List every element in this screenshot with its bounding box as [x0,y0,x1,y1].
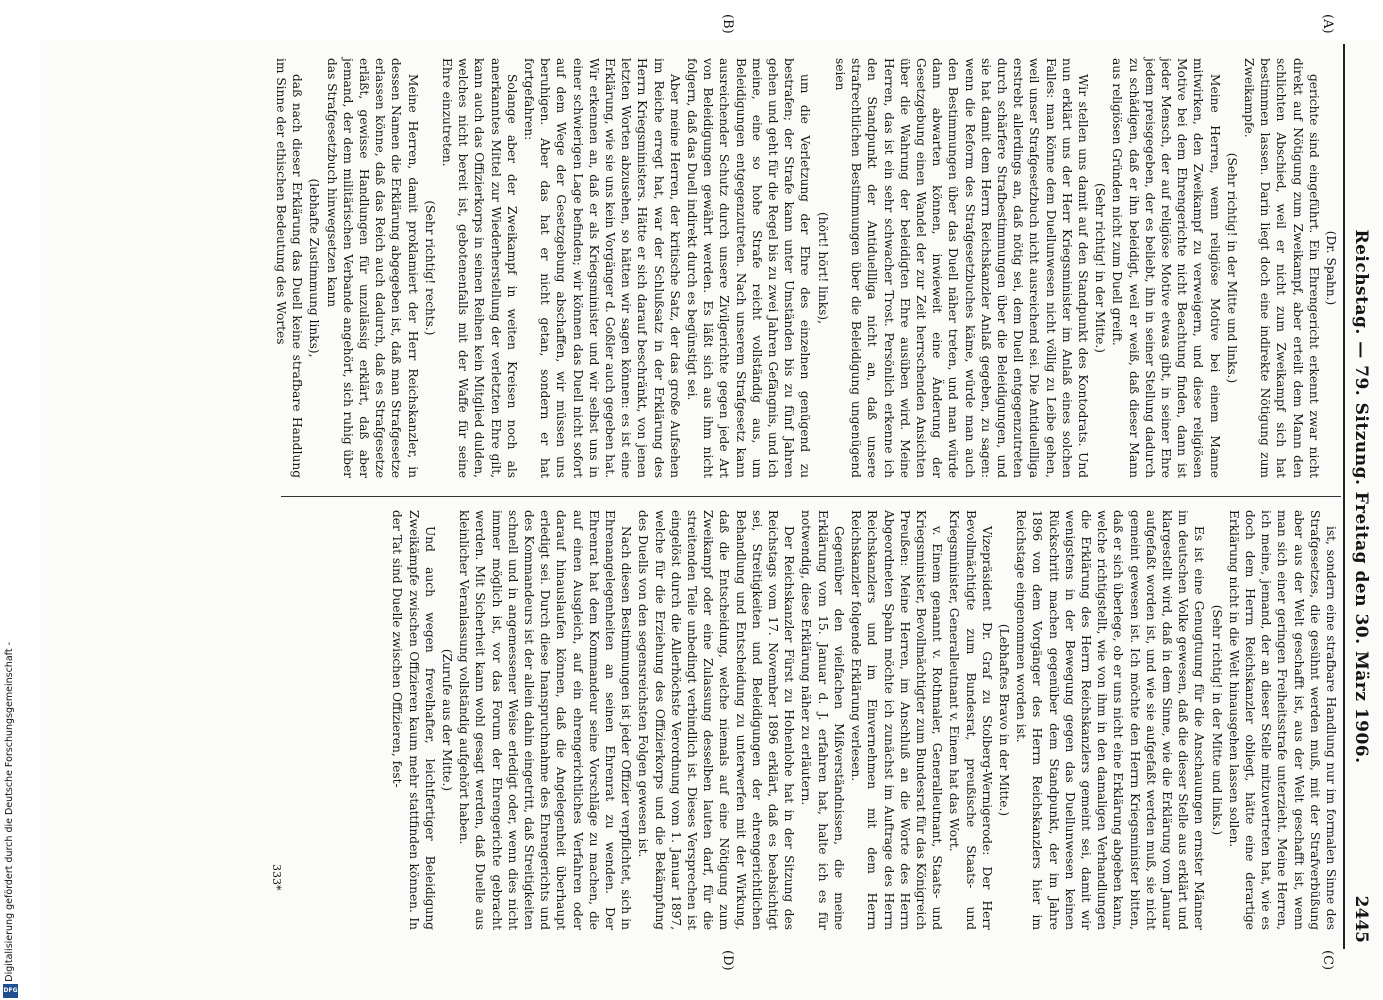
speaker-paragraph: v. Einem genannt v. Rothmaler, Generalleutnant, Staats- und Kriegsminister, Bevollmächtigter zum Bundesrat für das Königreich Preußen: Meine Herren, im Anschluß an die Worte des Herrn Abgeordneten Spahn möchte ich zunächst im Auftrage des Herrn Reichskanzlers und im Einvernehmen mit dem Herrn Reichskanzler folgende Erklärung verlesen. [849,510,945,931]
document-page [75,14,1375,971]
paragraph: Aber meine Herren, der kritische Satz, der das große Aufsehen im Reiche erregt hat, war der Schlußsatz in der Erklärung des Herrn Kriegsministers. Hätte er sich darauf beschränkt, von jenen letzten Worten abzusehen, so hätten wir sagen können: es ist eine Erklärung, wie sie uns kein Vorgänger d. Goßler auch gegeben hat. Wir erkennen an, daß er als Kriegsminister und wir selbst uns in einer schwierigen Lage befinden; wir können das Duell nicht sofort auf dem Wege der Gesetzgebung abschaffen, wir müssen uns beruhigen. Aber das hat er nicht getan, sondern er hat fortgefahren: [522,58,682,478]
interjection: (Sehr richtig! rechts.) [422,200,437,336]
interjection: (Lebhaftes Bravo in der Mitte.) [996,623,1011,817]
interjection: (Sehr richtig! in der Mitte.) [1093,183,1108,353]
paragraph: Meine Herren, damit proklamiert der Herr Reichskanzler, in dessen Namen die Erklärung abgegeben ist, daß man Strafgesetze erlassen könne, daß das Reich auch dadurch, daß es Strafgesetze erläßt, gewisse Handlungen für unzulässig erklärt, daß aber jemand, der dem militärischen Verbande angehört, sich ruhig über das Strafgesetzbuch hinwegsetzen kann [324,58,420,478]
interjection: (Zurufe aus der Mitte.) [440,648,455,792]
dfg-logo-icon: DFG [3,984,18,998]
paragraph: Und auch wegen frevelhafter, leichtfertiger Beleidigung Zweikämpfe zwischen Offizieren kaum mehr stattfinden können. In der Tat sind Duelle zwischen Offizieren, fest- [390,510,437,930]
interjection: (Sehr richtig! in der Mitte und links.) [1209,604,1224,836]
margin-marker-c: (C) [1320,950,1335,971]
left-text-column [272,58,1339,478]
margin-marker-d: (D) [720,950,735,971]
paragraph: Der Reichskanzler Fürst zu Hohenlohe hat in der Sitzung des Reichstags vom 17. November 1896 erklärt, daß es beabsichtigt sei, Streitigkeiten und Beleidigungen der ehrengerichtlichen Behandlung und Entscheidung zu unterwerfen mit der Wirkung, daß die Entscheidung, welche niemals auf eine Nötigung zum Zweikampf oder eine Zulassung desselben lauten darf, für die streitenden Teile unbedingt verbindlich ist. Dieses Versprechen ist eingelöst durch die Allerhöchste Verordnung vom 1. Januar 1897, welche für die Erziehung des Offizierkorps und die Bekämpfung des Duells von den segensreichsten Folgen gewesen ist. [636,510,797,930]
interjection: (hört! hört! links), [815,211,830,325]
paragraph: daß nach dieser Erklärung das Duell keine strafbare Handlung im Sinne der ethischen Bedeutung des Wortes [274,58,305,478]
paragraph: gerichte sind eingeführt. Ein Ehrengericht erkennt zwar nicht direkt auf Nötigung zum Zweikampf, aber erteilt dem Mann den schlichten Abschied, weil er nicht zum Zweikampf sich hat bestimmen lassen. Darin liegt doch eine indirekte Nötigung zum Zweikampfe. [1241,58,1321,478]
paragraph: ist, sondern eine strafbare Handlung nur im formalen Sinne des Strafgesetzes, die gesühnt werden muß, mit der Strafverbüßung aber aus der Welt geschafft ist, aus der Welt geschafft ist, wenn man sich einer geringen Freiheitsstrafe unterzieht. Meine Herren, ich meine, jemand, der an dieser Stelle mitzuvertreten hat, wie es doch dem Herrn Reichskanzler obliegt, hätte eine derartige Erklärung nicht in die Welt hinausgehen lassen sollen. [1226,510,1338,930]
paragraph: Meine Herren, wenn religiöse Motive bei einem Manne mitwirken, den Zweikampf zu verweigern, und diese religiösen Motive bei dem Ehrengerichte nicht Beachtung finden, dann ist jeder Mensch, der auf religiöse Motive etwas gibt, in seiner Ehre jedem preisgegeben, der es beliebt, ihn in seiner Stellung dadurch zu schädigen, daß er ihn beleidigt, weil er weiß, daß dieser Mann aus religiösen Gründen nicht zum Duell greift. [1110,58,1222,478]
right-text-column [388,510,1339,930]
speaker-label: (Dr. Spahn.) [1324,230,1338,306]
header-rule [1343,44,1345,949]
paragraph: Wir stellen uns damit auf den Standpunkt des Kontodrats. Und nun erklärt uns der Herr Kriegsminister im Anlaß eines solchen Falles: man könne dem Duellunwesen nicht völlig zu Leibe gehen, weil unser Strafgesetzbuch nicht ausreichend sei. Die Antiduellliga erstrebt allerdings an, daß nötig sei, dem Duell entgegenzutreten durch schärfere Strafbestimmungen über die Beleidigungen, und sie hat damit dem Herrn Reichskanzler Anlaß gegeben, zu sagen: wenn die Reform des Strafgesetzbuches käme, würde man auch den Bestimmungen über das Duell näher treten, und man würde dann abwarten können, inwieweit eine Änderung der Gesetzgebung einen Wandel der zur Zeit herrschenden Ansichten über die Wahrung der beleidigten Ehre ausüben wird. Meine Herren, das ist ein sehr schwacher Trost. Persönlich erkenne ich den Standpunkt der Antiduellliga nicht an, daß unsere strafrechtlichen Bestimmungen über die Beleidigung ungenügend seien [832,58,1090,478]
digitization-sidebar [0,0,22,1000]
page-footer-signature: 333* [270,864,283,891]
paragraph: Nach diesen Bestimmungen ist jeder Offizier verpflichtet, sich in Ehrenangelegenheiten an seinen Ehrenrat zu wenden. Der Ehrenrat hat dem Kommandeur seine Vorschläge zu machen, die auf einen Ausgleich, auf ein ehrengerichtliches Verfahren oder darauf hinauslaufen können, daß die Angelegenheit überhaupt erledigt sei. Durch diese Inanspruchnahme des Ehrengerichts und des Kommandeurs ist der allein dahin eingetritt, daß Streitigkeiten schnell und in angemessener Weise erledigt oder, wenn dies nicht immer möglich ist, vor das Forum der Ehrengerichte gebracht werden. Mit Sicherheit kann wohl gesagt werden, daß Duelle aus kleinlicher Veranlassung vollständig aufgehört haben. [457,510,634,930]
funding-credit: Digitalisierung gefördert durch die Deutsche Forschungsgemeinschaft - [4,642,15,982]
page-number: 2445 [1351,895,1371,943]
interjection: (lebhafte Zustimmung links), [307,178,322,358]
speaker-paragraph: Vizepräsident Dr. Graf zu Stolberg-Wernigerode: Der Herr Bevollmächtigte zum Bundesrat, preußische Staats- und Kriegsminister, Generalleutnant v. Einem hat das Wort. [947,510,994,930]
paragraph: Gegenüber den vielfachen Mißverständnissen, die meine Erklärung vom 15. Januar d. J. erfahren hat, halte ich es für notwendig, diese Erklärung näher zu erläutern. [799,510,846,930]
margin-marker-b: (B) [720,14,735,34]
running-title: Reichstag. — 79. Sitzung. Freitag den 30. März 1906. [1351,229,1371,764]
paragraph: Es ist eine Genugtuung für die Anschauungen ernster Männer im deutschen Volke gewesen, daß die dieser Stelle aus erklärt und klargestellt wird, daß in dem Sinne, wie die Erklärung vom Januar aufgefaßt worden ist, und wie sie aufgefaßt werden muß, sie nicht gemeint gewesen ist. Ich möchte den Herrn Kriegsminister bitten, daß er sich überlege, ob er uns nicht eine Erklärung abgeben kann, welche richtigstellt, wie von ihm in den damaligen Verhandlungen die Erklärung des Herrn Reichskanzlers gemeint sei, damit wir wenigstens in der Bewegung gegen das Duellunwesen keinen Rückschritt machen gegenüber dem Standpunkt, der im Jahre 1896 von dem Vorgänger des Herrn Reichskanzlers hier im Reichstage eingenommen worden ist. [1014,510,1207,930]
margin-marker-a: (A) [1320,14,1335,34]
column-divider [281,496,1341,497]
page-header [1345,44,1375,949]
interjection: (Sehr richtig! in der Mitte und links.) [1224,152,1239,384]
paragraph: um die Verletzung der Ehre des einzelnen genügend zu bestrafen; der Strafe kann unter Umständen bis zu fünf Jahren gehen und geht für die Regel bis zu zwei Jahren Gefängnis, und ich meine, eine so hohe Strafe reicht vollständig aus, um Beleidigungen entgegenzutreten. Nach unserem Strafgesetz kann ausreichender Schutz durch unsere Zivilgerichte gegen jede Art von Beleidigungen gewährt werden. Es läßt sich aus ihm nicht folgern, daß das Duell indirekt durch es begünstigt sei. [685,58,813,478]
quoted-statement: Solange aber der Zweikampf in weiten Kreisen noch als anerkanntes Mittel zur Wiederherstellung der verletzten Ehre gilt, kann auch das Offizierkorps in seinen Reihen kein Mitglied dulden, welches nicht bereit ist, gebotenenfalls mit der Waffe für seine Ehre einzutreten. [440,58,519,478]
